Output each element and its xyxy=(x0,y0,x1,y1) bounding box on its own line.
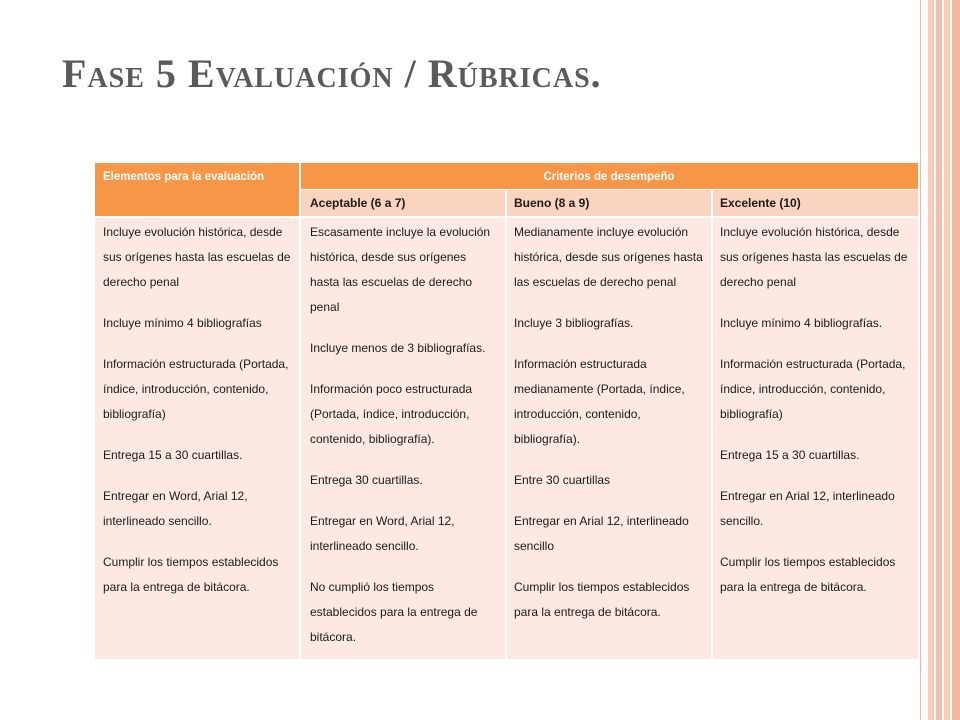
criterion-item: Información estructurada (Portada, índice, introducción, contenido, bibliografía) xyxy=(103,357,289,421)
level-excelente-label: Excelente (10) xyxy=(720,196,801,210)
criterion-item: Información poco estructurada (Portada, índice, introducción, contenido, bibliografía). xyxy=(310,382,473,446)
criterion-item: Información estructurada medianamente (Portada, índice, introducción, contenido, bibliografía). xyxy=(514,357,685,446)
grid-line xyxy=(505,189,507,659)
level-aceptable-label: Aceptable (6 a 7) xyxy=(310,196,406,210)
criterion-item: Entrega 15 a 30 cuartillas. xyxy=(720,448,860,462)
grid-line xyxy=(711,189,713,659)
frame-stripe xyxy=(920,0,921,720)
header-criteria-label: Criterios de desempeño xyxy=(543,171,675,183)
criterion-item: Escasamente incluye la evolución histórica, desde sus orígenes hasta las escuelas de derecho penal xyxy=(310,225,491,314)
criterion-item: Entregar en Arial 12, interlineado sencillo. xyxy=(720,489,895,528)
criterion-item: Información estructurada (Portada, índice, introducción, contenido, bibliografía) xyxy=(720,357,906,421)
criterion-item: Incluye evolución histórica, desde sus orígenes hasta las escuelas de derecho penal xyxy=(720,225,908,289)
criterion-item: Entrega 30 cuartillas. xyxy=(310,473,423,487)
level-aceptable xyxy=(300,189,506,216)
criterion-item: Incluye 3 bibliografías. xyxy=(514,316,634,330)
criteria-column-aceptable xyxy=(300,216,506,659)
level-bueno xyxy=(506,189,712,216)
criterion-item: Cumplir los tiempos establecidos para la entrega de bitácora. xyxy=(103,555,279,594)
criterion-item: Incluye menos de 3 bibliografías. xyxy=(310,341,486,355)
level-excelente xyxy=(712,189,918,216)
criterion-item: Entregar en Arial 12, interlineado sencillo xyxy=(514,514,689,553)
frame-stripe xyxy=(944,0,950,720)
rubric-table xyxy=(95,163,918,659)
criterion-item: Entregar en Word, Arial 12, interlineado sencillo. xyxy=(103,489,248,528)
criterion-item: Entregar en Word, Arial 12, interlineado sencillo. xyxy=(310,514,455,553)
level-bueno-label: Bueno (8 a 9) xyxy=(514,196,590,210)
frame-stripe xyxy=(952,0,960,720)
criterion-item: Cumplir los tiempos establecidos para la entrega de bitácora. xyxy=(514,580,690,619)
grid-line xyxy=(300,189,918,190)
criterion-item: Entrega 15 a 30 cuartillas. xyxy=(103,448,243,462)
header-elements-label: Elementos para la evaluación xyxy=(103,171,265,183)
criterion-item: Incluye evolución histórica, desde sus orígenes hasta las escuelas de derecho penal xyxy=(103,225,291,289)
header-elements xyxy=(95,163,300,216)
frame-stripe xyxy=(936,0,942,720)
frame-stripe xyxy=(928,0,934,720)
page-title: Fase 5 Evaluación / Rúbricas. xyxy=(62,51,602,96)
criteria-column-excelente xyxy=(712,216,918,659)
criterion-item: Incluye mínimo 4 bibliografías xyxy=(103,316,262,330)
criteria-column-bueno xyxy=(506,216,712,659)
criterion-item: Entre 30 cuartillas xyxy=(514,473,611,487)
criterion-item: Cumplir los tiempos establecidos para la entrega de bitácora. xyxy=(720,555,896,594)
criterion-item: Medianamente incluye evolución histórica, desde sus orígenes hasta las escuelas de derecho penal xyxy=(514,225,703,289)
criterion-item: No cumplió los tiempos establecidos para la entrega de bitácora. xyxy=(310,580,478,644)
criteria-column-elements xyxy=(95,216,300,659)
criterion-item: Incluye mínimo 4 bibliografías. xyxy=(720,316,883,330)
grid-line xyxy=(299,163,301,659)
header-criteria xyxy=(300,163,918,189)
